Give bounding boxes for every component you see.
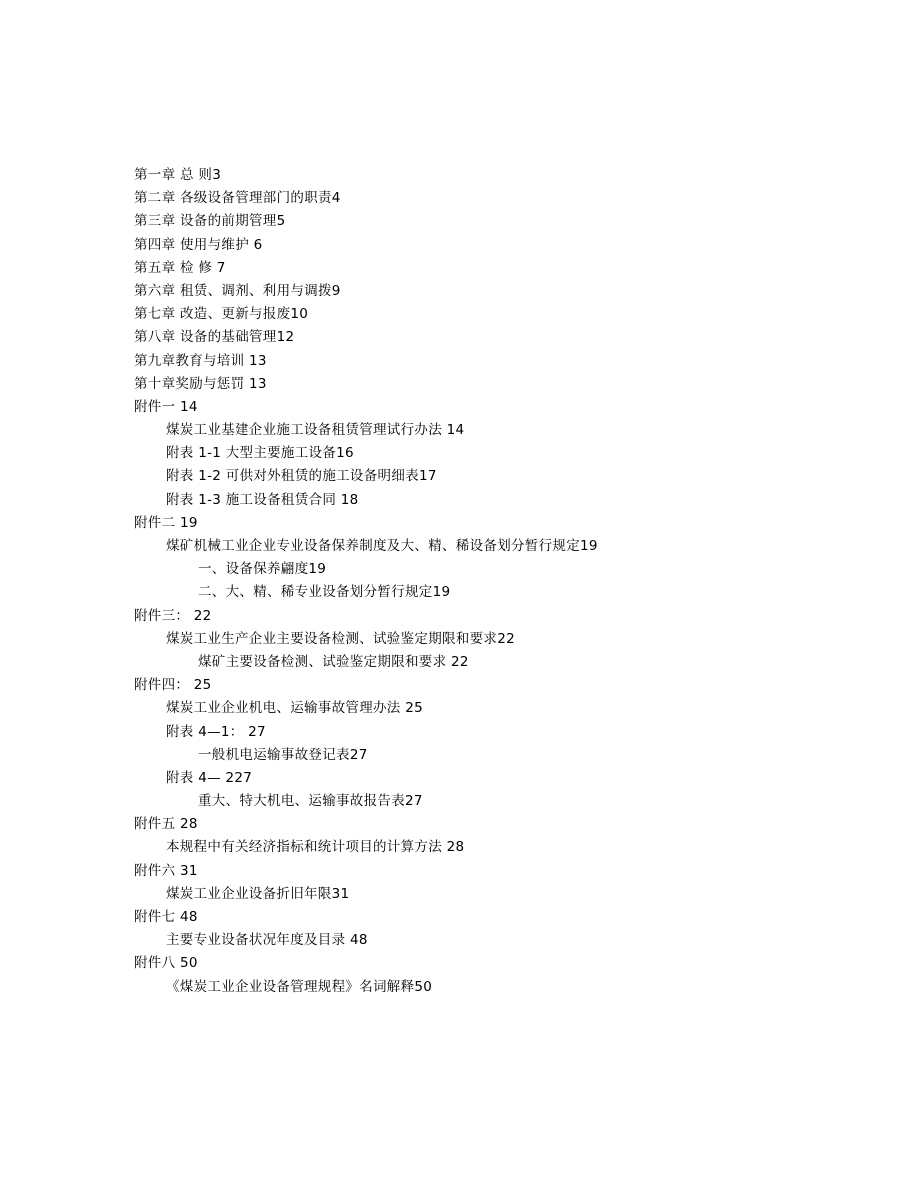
- toc-entry[interactable]: [0, 976, 920, 999]
- toc-entry-title: 二、大、精、稀专业设备划分暂行规定: [198, 584, 433, 601]
- toc-entry-page: 10: [290, 306, 309, 323]
- toc-entry-page: 12: [276, 329, 295, 346]
- toc-entry-page: 22: [451, 653, 469, 670]
- toc-entry[interactable]: [0, 813, 920, 836]
- toc-entry-title: 煤矿主要设备检测、试验鉴定期限和要求: [198, 653, 451, 670]
- toc-entry-page: 3: [212, 167, 222, 183]
- toc-entry-title: 煤炭工业企业机电、运输事故管理办法: [166, 700, 406, 717]
- toc-entry-page: 14: [446, 422, 465, 439]
- toc-entry-title: 一般机电运输事故登记表: [198, 746, 350, 763]
- toc-entry-title: 附件二: [134, 514, 180, 531]
- toc-entry[interactable]: [0, 442, 920, 465]
- toc-entry-page: 17: [418, 468, 437, 485]
- toc-entry-title: 第八章 设备的基础管理: [134, 329, 277, 346]
- toc-entry-title: 附表 1-2 可供对外租赁的施工设备明细表: [166, 468, 419, 485]
- toc-entry[interactable]: [0, 280, 920, 303]
- toc-entry-page: 4: [331, 190, 341, 207]
- toc-entry-page: 22: [193, 607, 212, 624]
- toc-entry[interactable]: [0, 512, 920, 535]
- toc-entry-title: 煤炭工业生产企业主要设备检测、试验鉴定期限和要求: [166, 630, 498, 647]
- toc-entry-title: 重大、特大机电、运输事故报告表: [198, 793, 405, 810]
- toc-entry[interactable]: [0, 929, 920, 952]
- toc-entry-title: 煤炭工业基建企业施工设备租赁管理试行办法: [166, 422, 447, 439]
- toc-entry-page: 22: [497, 630, 515, 647]
- toc-entry-page: 31: [331, 885, 350, 902]
- toc-entry[interactable]: [0, 605, 920, 628]
- toc-entry-title: 附件六: [134, 862, 180, 879]
- toc-entry[interactable]: [0, 419, 920, 442]
- toc-entry[interactable]: [0, 558, 920, 581]
- toc-entry-title: 附件一: [134, 398, 180, 415]
- toc-entry-title: 附表 4—1：: [166, 723, 249, 740]
- toc-entry-title: 《煤炭工业企业设备管理规程》名词解释: [166, 978, 415, 995]
- toc-entry-title: 附表 4—: [166, 769, 226, 786]
- toc-entry[interactable]: [0, 187, 920, 210]
- toc-entry-page: 27: [349, 746, 368, 763]
- toc-entry-page: 19: [580, 538, 598, 554]
- toc-entry-page: 28: [446, 839, 465, 856]
- toc-entry[interactable]: [0, 164, 920, 187]
- toc-entry[interactable]: [0, 326, 920, 349]
- toc-entry-title: 主要专业设备状况年度及目录: [166, 932, 350, 949]
- toc-entry-title: 第四章 使用与维护: [134, 236, 254, 253]
- toc-entry-page: 19: [180, 514, 198, 531]
- toc-entry[interactable]: [0, 836, 920, 859]
- toc-entry-title: 煤矿机械工业企业专业设备保养制度及大、精、稀设备划分暂行规定: [166, 538, 580, 554]
- toc-entry-title: 附表 1-3 施工设备租赁合同: [166, 491, 341, 508]
- toc-entry-title: 附表 1-1 大型主要施工设备: [166, 445, 337, 462]
- toc-entry[interactable]: [0, 674, 920, 697]
- toc-entry-page: 27: [405, 793, 423, 810]
- toc-entry-title: 第三章 设备的前期管理: [134, 213, 277, 230]
- toc-entry-title: 附件三：: [134, 607, 194, 624]
- toc-entry-page: 48: [180, 909, 198, 925]
- toc-entry-page: 13: [249, 375, 267, 392]
- toc-entry[interactable]: [0, 581, 920, 604]
- toc-entry-page: 25: [193, 677, 212, 694]
- toc-entry-title: 煤炭工业企业设备折旧年限: [166, 885, 332, 902]
- toc-entry-title: 附件五: [134, 816, 180, 833]
- toc-entry-title: 一、设备保养翩度: [198, 561, 309, 578]
- toc-entry[interactable]: [0, 906, 920, 929]
- toc-entry-page: 14: [180, 398, 198, 415]
- toc-entry[interactable]: [0, 373, 920, 396]
- toc-entry[interactable]: [0, 697, 920, 720]
- toc-entry[interactable]: [0, 396, 920, 419]
- toc-entry-title: 附件四：: [134, 677, 194, 694]
- toc-entry[interactable]: [0, 465, 920, 488]
- toc-entry-page: 28: [180, 816, 198, 833]
- toc-entry[interactable]: [0, 952, 920, 975]
- toc-entry[interactable]: [0, 767, 920, 790]
- table-of-contents: [0, 164, 920, 999]
- toc-entry-page: 227: [225, 769, 253, 786]
- toc-entry-page: 7: [216, 259, 226, 276]
- toc-entry-page: 13: [249, 352, 267, 369]
- toc-entry-title: 第九章教育与培训: [134, 352, 249, 369]
- toc-entry-title: 第七章 改造、更新与报废: [134, 306, 291, 323]
- toc-entry[interactable]: [0, 303, 920, 326]
- toc-entry-page: 50: [414, 978, 433, 995]
- toc-entry[interactable]: [0, 744, 920, 767]
- toc-entry[interactable]: [0, 535, 920, 558]
- toc-entry[interactable]: [0, 883, 920, 906]
- toc-entry-page: 9: [331, 282, 341, 299]
- toc-entry-page: 25: [405, 700, 423, 717]
- toc-entry-title: 第十章奖励与惩罚: [134, 375, 249, 392]
- toc-entry-title: 第一章 总 则: [134, 167, 213, 183]
- toc-entry-title: 本规程中有关经济指标和统计项目的计算方法: [166, 839, 447, 856]
- toc-entry-page: 50: [180, 955, 198, 972]
- toc-entry-page: 48: [350, 932, 368, 949]
- toc-entry-page: 31: [180, 862, 198, 879]
- toc-entry[interactable]: [0, 860, 920, 883]
- toc-entry[interactable]: [0, 257, 920, 280]
- toc-entry-title: 第五章 检 修: [134, 259, 217, 276]
- toc-entry-title: 附件八: [134, 955, 180, 972]
- toc-entry-page: 27: [248, 723, 266, 740]
- toc-entry-title: 第六章 租赁、调剂、利用与调拨: [134, 282, 332, 299]
- toc-entry-title: 第二章 各级设备管理部门的职责: [134, 190, 332, 207]
- toc-entry[interactable]: [0, 628, 920, 651]
- toc-entry[interactable]: [0, 651, 920, 674]
- toc-entry[interactable]: [0, 489, 920, 512]
- toc-entry-page: 18: [340, 491, 359, 508]
- toc-entry[interactable]: [0, 350, 920, 373]
- toc-entry[interactable]: [0, 234, 920, 257]
- toc-entry-page: 19: [432, 584, 451, 601]
- toc-entry-page: 19: [308, 561, 327, 578]
- toc-entry[interactable]: [0, 721, 920, 744]
- toc-entry-title: 附件七: [134, 909, 180, 925]
- toc-entry-page: 5: [276, 213, 286, 230]
- toc-entry-page: 16: [336, 445, 354, 462]
- toc-entry-page: 6: [253, 236, 263, 253]
- toc-entry[interactable]: [0, 210, 920, 233]
- toc-entry[interactable]: [0, 790, 920, 813]
